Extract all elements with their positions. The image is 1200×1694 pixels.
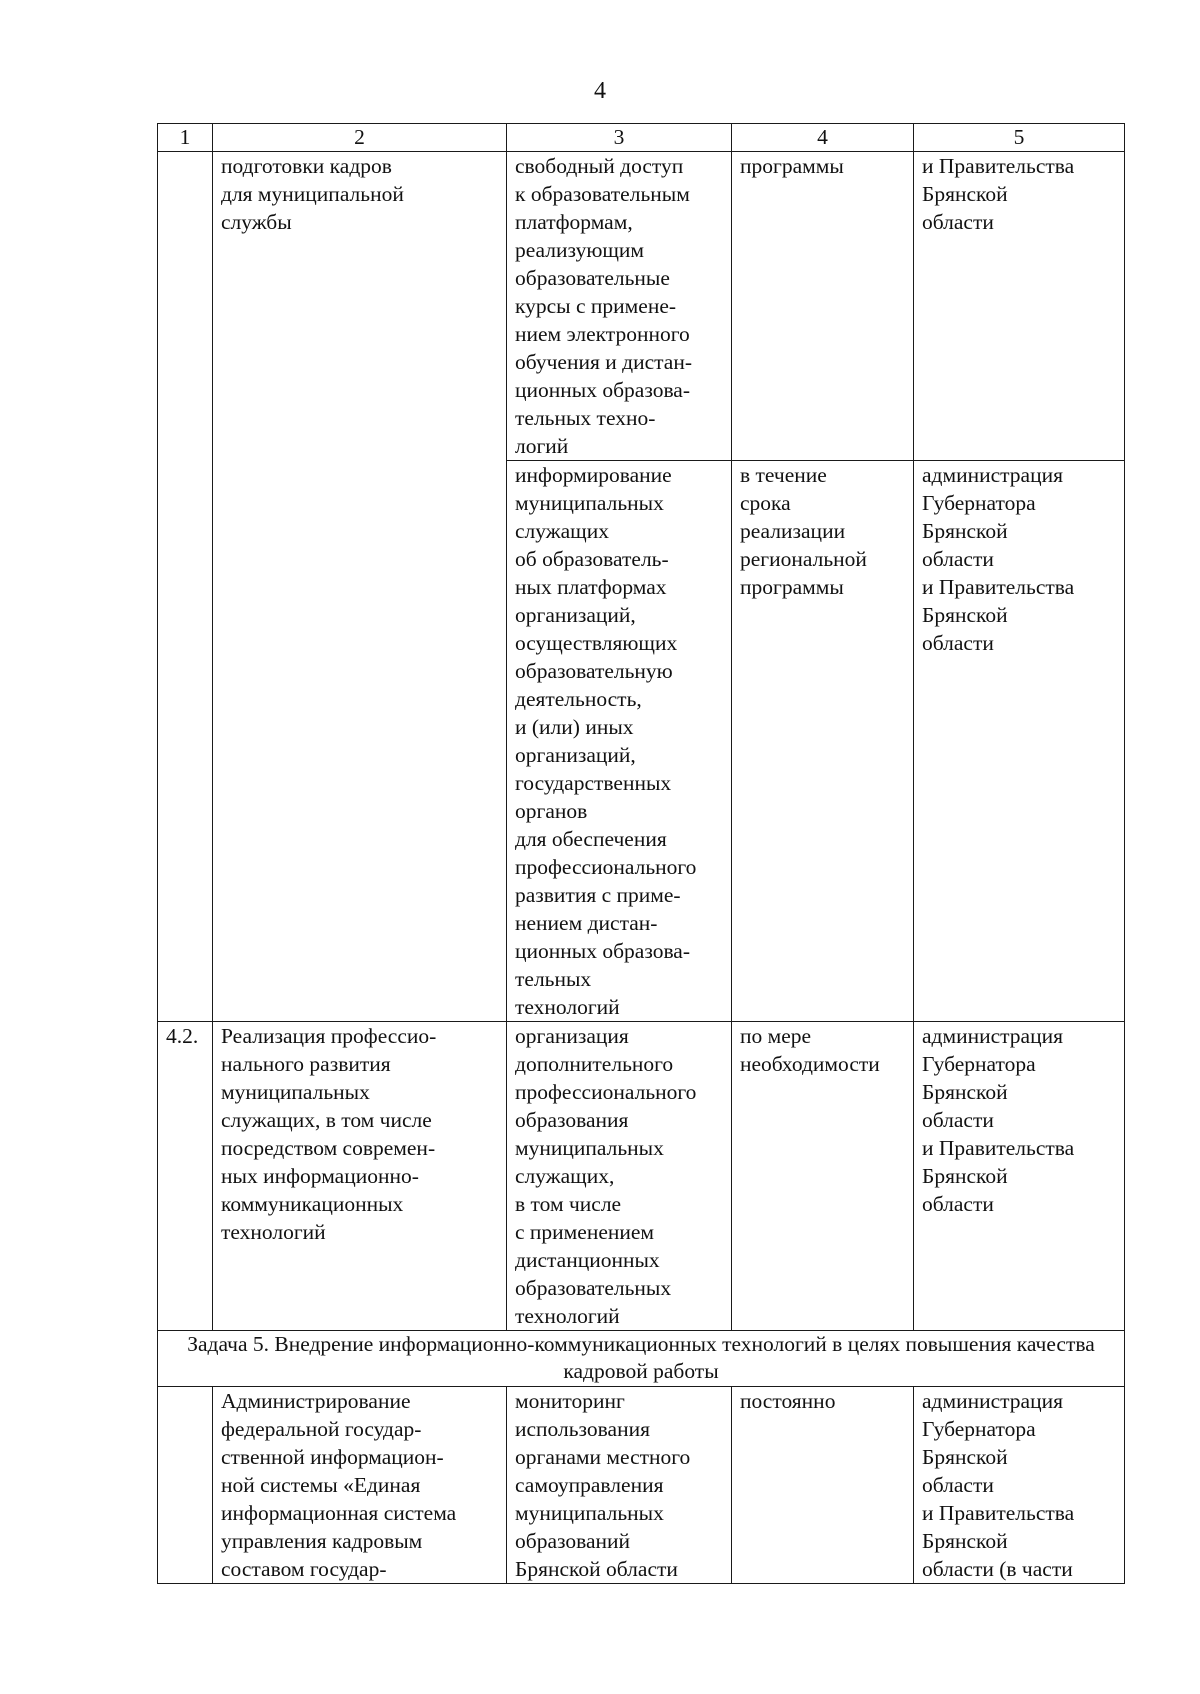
responsible-cell: [914, 1022, 1125, 1331]
measure-name-cell: [213, 1022, 507, 1331]
responsible-text: и Правительства Брянской области: [922, 154, 1075, 234]
task-heading: Задача 5. Внедрение информационно-коммуникационных технологий в целях повышения качества кадровой работы: [187, 1332, 1095, 1383]
task-heading-cell: [158, 1331, 1125, 1387]
responsible-cell: [914, 461, 1125, 1022]
deadline-text: в течение срока реализации региональной программы: [740, 463, 867, 599]
action-text: организация дополнительного профессионального образования муниципальных служащих, в том числе с применением дистанционных образовательных технологий: [515, 1024, 697, 1328]
action-cell: [507, 1387, 732, 1584]
item-number-cell: [158, 1022, 213, 1331]
page-number: 4: [594, 78, 606, 104]
responsible-text: администрация Губернатора Брянской области и Правительства Брянской области (в части: [922, 1389, 1075, 1581]
measure-name: Администрирование федеральной государ- ственной информацион- ной системы «Единая информационная система управления кадровым составом государ-: [221, 1389, 457, 1581]
measure-name: Реализация профессио- нального развития муниципальных служащих, в том числе посредством современ- ных информационно- коммуникационных технологий: [221, 1024, 437, 1244]
deadline-cell: [732, 1387, 914, 1584]
deadline-cell: [732, 152, 914, 461]
task-heading-row: [158, 1331, 1125, 1387]
action-text: информирование муниципальных служащих об образователь- ных платформах организаций, осуществляющих образовательную деятельность, и (или) иных организаций, государственных органов для обеспечения профессионального развития с приме- нением дистан- ционных образова- тельных технологий: [515, 463, 697, 1019]
measure-name-cell: [213, 1387, 507, 1584]
measure-name: подготовки кадров для муниципальной службы: [221, 154, 404, 234]
column-number-5: 5: [914, 124, 1125, 152]
column-number-1: 1: [158, 124, 213, 152]
responsible-text: администрация Губернатора Брянской области и Правительства Брянской области: [922, 1024, 1075, 1216]
action-cell: [507, 1022, 732, 1331]
deadline-text: по мере необходимости: [740, 1024, 880, 1076]
deadline-text: программы: [740, 154, 844, 178]
action-text: мониторинг использования органами местного самоуправления муниципальных образований Брянской области: [515, 1389, 691, 1581]
deadline-cell: [732, 1022, 914, 1331]
action-cell: [507, 152, 732, 461]
action-cell: [507, 461, 732, 1022]
table-row: [158, 1022, 1125, 1331]
plan-table: [157, 123, 1125, 1584]
measure-name-cell: [213, 152, 507, 1022]
column-number-4: 4: [732, 124, 914, 152]
column-number-2: 2: [213, 124, 507, 152]
responsible-cell: [914, 1387, 1125, 1584]
item-number: 4.2.: [166, 1024, 199, 1048]
item-number-cell: [158, 1387, 213, 1584]
table-header-row: [158, 124, 1125, 152]
deadline-text: постоянно: [740, 1389, 836, 1413]
action-text: свободный доступ к образовательным платформам, реализующим образовательные курсы с примене- нием электронного обучения и дистан- ционных образова- тельных техно- логий: [515, 154, 692, 458]
column-number-3: 3: [507, 124, 732, 152]
table-row: [158, 1387, 1125, 1584]
deadline-cell: [732, 461, 914, 1022]
responsible-cell: [914, 152, 1125, 461]
table-row: [158, 152, 1125, 461]
responsible-text: администрация Губернатора Брянской области и Правительства Брянской области: [922, 463, 1075, 655]
item-number-cell: [158, 152, 213, 1022]
